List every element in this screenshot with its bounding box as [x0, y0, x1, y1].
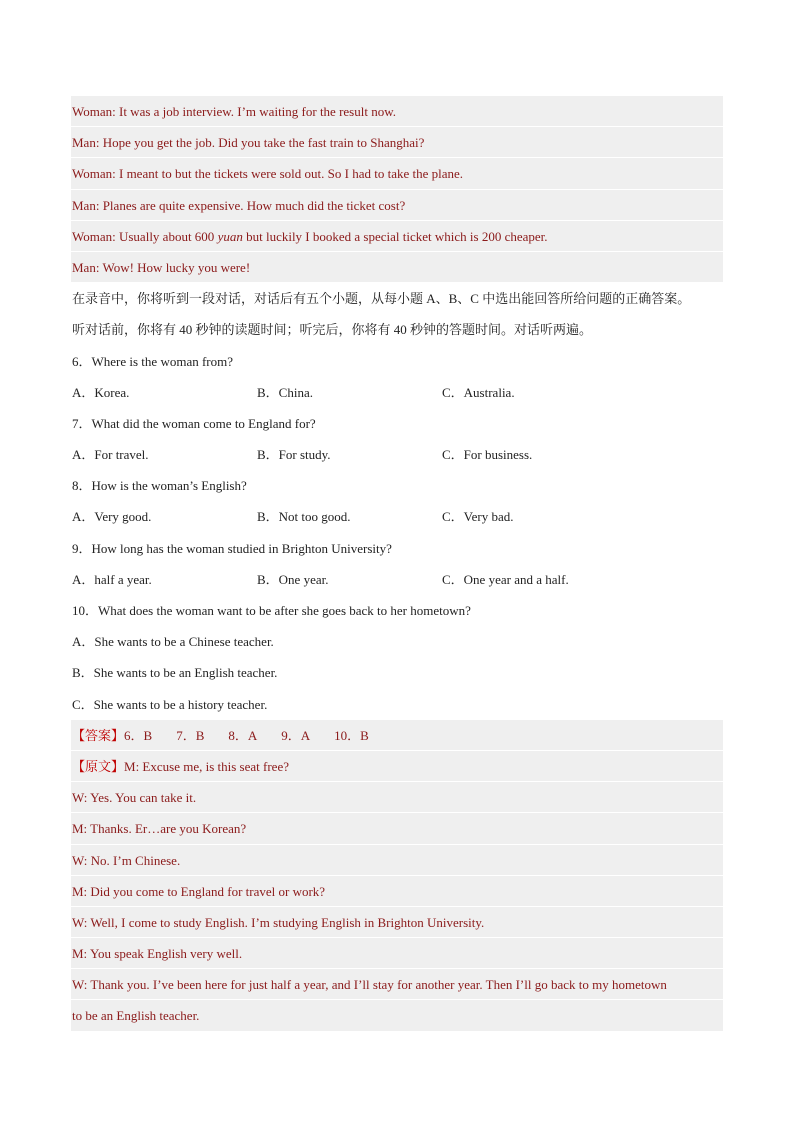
option-a: A．For travel.	[72, 447, 149, 463]
transcript-line: W: Yes. You can take it.	[71, 782, 723, 813]
dialog-speaker: Man:	[72, 197, 100, 213]
transcript-line: M: You speak English very well.	[71, 938, 723, 969]
option-c: C．Very bad.	[442, 509, 514, 525]
transcript-tag: 【原文】	[72, 758, 125, 774]
dialog-line	[71, 252, 723, 283]
transcript-line: W: Thank you. I’ve been here for just half a year, and I’ll stay for another year. Then I’ll go back to my hometown	[71, 969, 723, 1000]
dialog-speaker: Woman:	[72, 228, 116, 244]
answer-tag: 【答案】	[72, 727, 125, 743]
question-options	[71, 564, 723, 595]
transcript-line: W: Well, I come to study English. I’m studying English in Brighton University.	[71, 907, 723, 938]
question-options	[71, 501, 723, 532]
option-a: A．half a year.	[72, 571, 152, 587]
answer-item: 8．A	[228, 727, 258, 743]
transcript-line	[71, 751, 723, 782]
option-b: B．She wants to be an English teacher.	[72, 665, 278, 681]
dialog-speaker: Man:	[72, 135, 100, 151]
dialog-text-before: Usually about 600	[115, 228, 218, 244]
answer-item: 6．B	[124, 727, 153, 743]
dialog-text: Planes are quite expensive. How much did the ticket cost?	[99, 197, 406, 213]
option-b: B．One year.	[257, 571, 329, 587]
option-a: A．Very good.	[72, 509, 152, 525]
option-a: A．Korea.	[72, 384, 130, 400]
transcript-line: M: Thanks. Er…are you Korean?	[71, 813, 723, 844]
dialog-text: It was a job interview. I’m waiting for the result now.	[115, 104, 397, 119]
dialog-line	[71, 190, 723, 221]
instruction-line: 在录音中，你将听到一段对话，对话后有五个小题，从每小题 A、B、C 中选出能回答所给问题的正确答案。	[72, 291, 691, 307]
answer-item: 9．A	[281, 727, 311, 743]
transcript-line: W: No. I’m Chinese.	[71, 845, 723, 876]
option-a: A．She wants to be a Chinese teacher.	[72, 634, 274, 650]
question-stem: 9．How long has the woman studied in Brighton University?	[72, 540, 392, 556]
option-c: C．Australia.	[442, 384, 515, 400]
transcript-line: M: Did you come to England for travel or work?	[71, 876, 723, 907]
option-c: C．For business.	[442, 447, 533, 463]
question-stem: 10．What does the woman want to be after she goes back to her hometown?	[72, 603, 471, 618]
option-b: B．Not too good.	[257, 509, 351, 525]
question-options	[71, 377, 723, 408]
dialog-line	[71, 158, 723, 189]
dialog-line	[71, 221, 723, 252]
transcript-line: to be an English teacher.	[71, 1000, 723, 1031]
answer-item: 10．B	[334, 727, 369, 743]
option-b: B．China.	[257, 384, 313, 400]
question-options	[71, 439, 723, 470]
instruction-line: 听对话前，你将有 40 秒钟的读题时间；听完后，你将有 40 秒钟的答题时间。对话听两遍。	[72, 322, 593, 338]
dialog-text-italic: yuan	[217, 228, 243, 244]
answer-item: 7．B	[176, 727, 205, 743]
question-stem: 7．What did the woman come to England for?	[72, 415, 316, 431]
dialog-speaker: Woman:	[72, 104, 116, 119]
dialog-text: Hope you get the job. Did you take the fast train to Shanghai?	[99, 135, 425, 151]
question-stem: 8．How is the woman’s English?	[72, 478, 247, 494]
transcript-text: M: Excuse me, is this seat free?	[124, 758, 289, 774]
dialog-line	[71, 96, 723, 127]
dialog-text-after: but luckily I booked a special ticket which is 200 cheaper.	[242, 228, 548, 244]
answer-line	[71, 720, 723, 751]
question-stem: 6．Where is the woman from?	[72, 353, 234, 369]
document-page	[71, 96, 723, 1032]
option-b: B．For study.	[257, 447, 331, 463]
dialog-text: Wow! How lucky you were!	[99, 259, 251, 275]
option-c: C．One year and a half.	[442, 571, 569, 587]
dialog-line	[71, 127, 723, 158]
dialog-speaker: Woman:	[72, 166, 116, 182]
option-c: C．She wants to be a history teacher.	[72, 696, 268, 712]
dialog-text: I meant to but the tickets were sold out. So I had to take the plane.	[115, 166, 464, 182]
dialog-speaker: Man:	[72, 259, 100, 275]
